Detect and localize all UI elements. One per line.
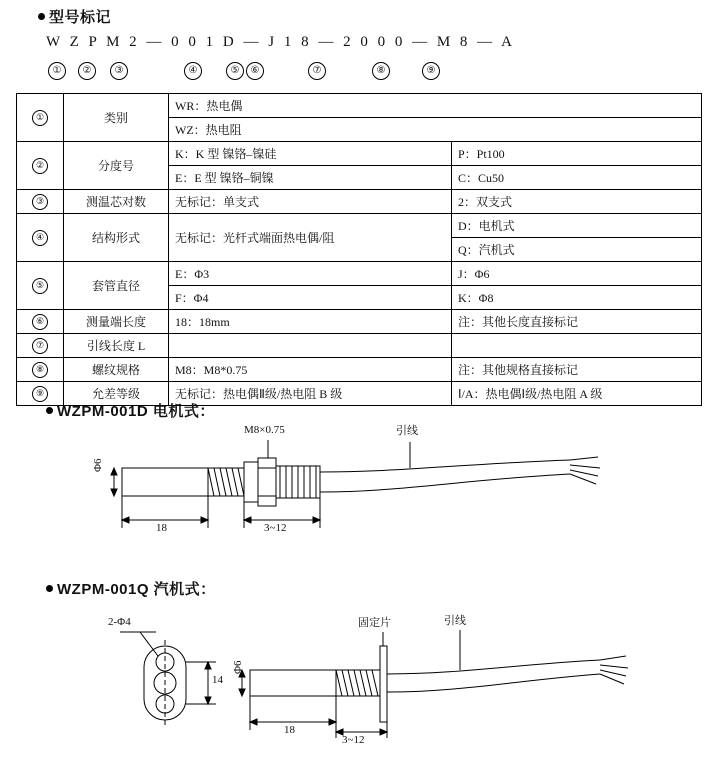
callout-6: ⑥ [246,62,264,80]
spec-table [16,93,702,406]
row-index-9: ⑨ [17,382,64,406]
row-label-4: 结构形式 [64,214,169,262]
callout-4: ④ [184,62,202,80]
drawing2-diameter-label: Φ6 [232,660,244,674]
row-index-3: ③ [17,190,64,214]
drawing2-plate-label: 固定片 [358,617,391,629]
drawing1-thread-label: M8×0.75 [244,424,285,436]
row-label-5: 套管直径 [64,262,169,310]
drawing1-diameter-label: Φ6 [92,458,104,472]
drawing-wzpm-001q [100,612,660,772]
cell-1-1: WR：热电偶 [169,94,702,118]
drawing2-lead-label: 引线 [444,615,466,627]
row-label-9: 允差等级 [64,382,169,406]
row-label-6: 测量端长度 [64,310,169,334]
row-index-1: ① [17,94,64,142]
callout-9: ⑨ [422,62,440,80]
table-row [17,358,702,382]
drawing2-length-dim: 18 [284,724,295,736]
cell-5-2b: K：Φ8 [452,286,702,310]
cell-5-1b: J：Φ6 [452,262,702,286]
cell-6-1a: 18：18mm [169,310,452,334]
table-row [17,214,702,238]
row-label-2: 分度号 [64,142,169,190]
drawing1-lead-label: 引线 [396,425,418,437]
drawing1-length-dim: 18 [156,522,167,534]
cell-3-1a: 无标记：单支式 [169,190,452,214]
table-row [17,142,702,166]
table-row [17,334,702,358]
row-index-4: ④ [17,214,64,262]
cell-3-1b: 2：双支式 [452,190,702,214]
cell-4-2b: Q：汽机式 [452,238,702,262]
bullet-icon [46,585,53,592]
model-code-callouts [46,62,476,82]
drawing1-heading: WZPM-001D 电机式： [46,400,215,421]
cell-1-2: WZ：热电阻 [169,118,702,142]
table-row [17,310,702,334]
drawing2-thread-dim: 3~12 [342,734,365,746]
table-row [17,190,702,214]
cell-4-1a: 无标记：光杆式端面热电偶/阻 [169,214,452,262]
cell-7-1a [169,334,452,358]
cell-9-1b: Ⅰ/A：热电偶Ⅰ级/热电阻 A 级 [452,382,702,406]
drawing1-svg [100,420,640,560]
row-label-3: 测温芯对数 [64,190,169,214]
cell-5-1a: E：Φ3 [169,262,452,286]
cell-2-2b: C：Cu50 [452,166,702,190]
table-row [17,262,702,286]
cell-9-1a: 无标记：热电偶Ⅱ级/热电阻 B 级 [169,382,452,406]
row-index-8: ⑧ [17,358,64,382]
drawing2-svg [100,612,660,772]
cell-7-1b [452,334,702,358]
row-index-5: ⑤ [17,262,64,310]
table-row [17,94,702,118]
cell-2-2a: E：E 型 镍铬–铜镍 [169,166,452,190]
callout-1: ① [48,62,66,80]
callout-2: ② [78,62,96,80]
drawing2-height-dim: 14 [212,674,223,686]
callout-7: ⑦ [308,62,326,80]
cell-2-1b: P：Pt100 [452,142,702,166]
cell-8-1b: 注：其他规格直接标记 [452,358,702,382]
cell-4-1b: D：电机式 [452,214,702,238]
drawing-wzpm-001d [92,420,640,560]
cell-8-1a: M8：M8*0.75 [169,358,452,382]
callout-5: ⑤ [226,62,244,80]
cell-5-2a: F：Φ4 [169,286,452,310]
row-label-7: 引线长度 L [64,334,169,358]
drawing2-hole-label: 2-Φ4 [108,616,131,628]
drawing1-thread-dim: 3~12 [264,522,287,534]
row-label-8: 螺纹规格 [64,358,169,382]
callout-3: ③ [110,62,128,80]
bullet-icon [38,13,45,20]
bullet-icon [46,407,53,414]
row-label-1: 类别 [64,94,169,142]
model-code-string: W Z P M 2 — 0 0 1 D — J 1 8 — 2 0 0 0 — M 8 — A [46,34,515,50]
callout-8: ⑧ [372,62,390,80]
row-index-6: ⑥ [17,310,64,334]
row-index-7: ⑦ [17,334,64,358]
cell-6-1b: 注：其他长度直接标记 [452,310,702,334]
model-marking-heading: 型号标记 [38,6,111,27]
drawing2-heading: WZPM-001Q 汽机式： [46,578,216,599]
cell-2-1a: K：K 型 镍铬–镍硅 [169,142,452,166]
row-index-2: ② [17,142,64,190]
